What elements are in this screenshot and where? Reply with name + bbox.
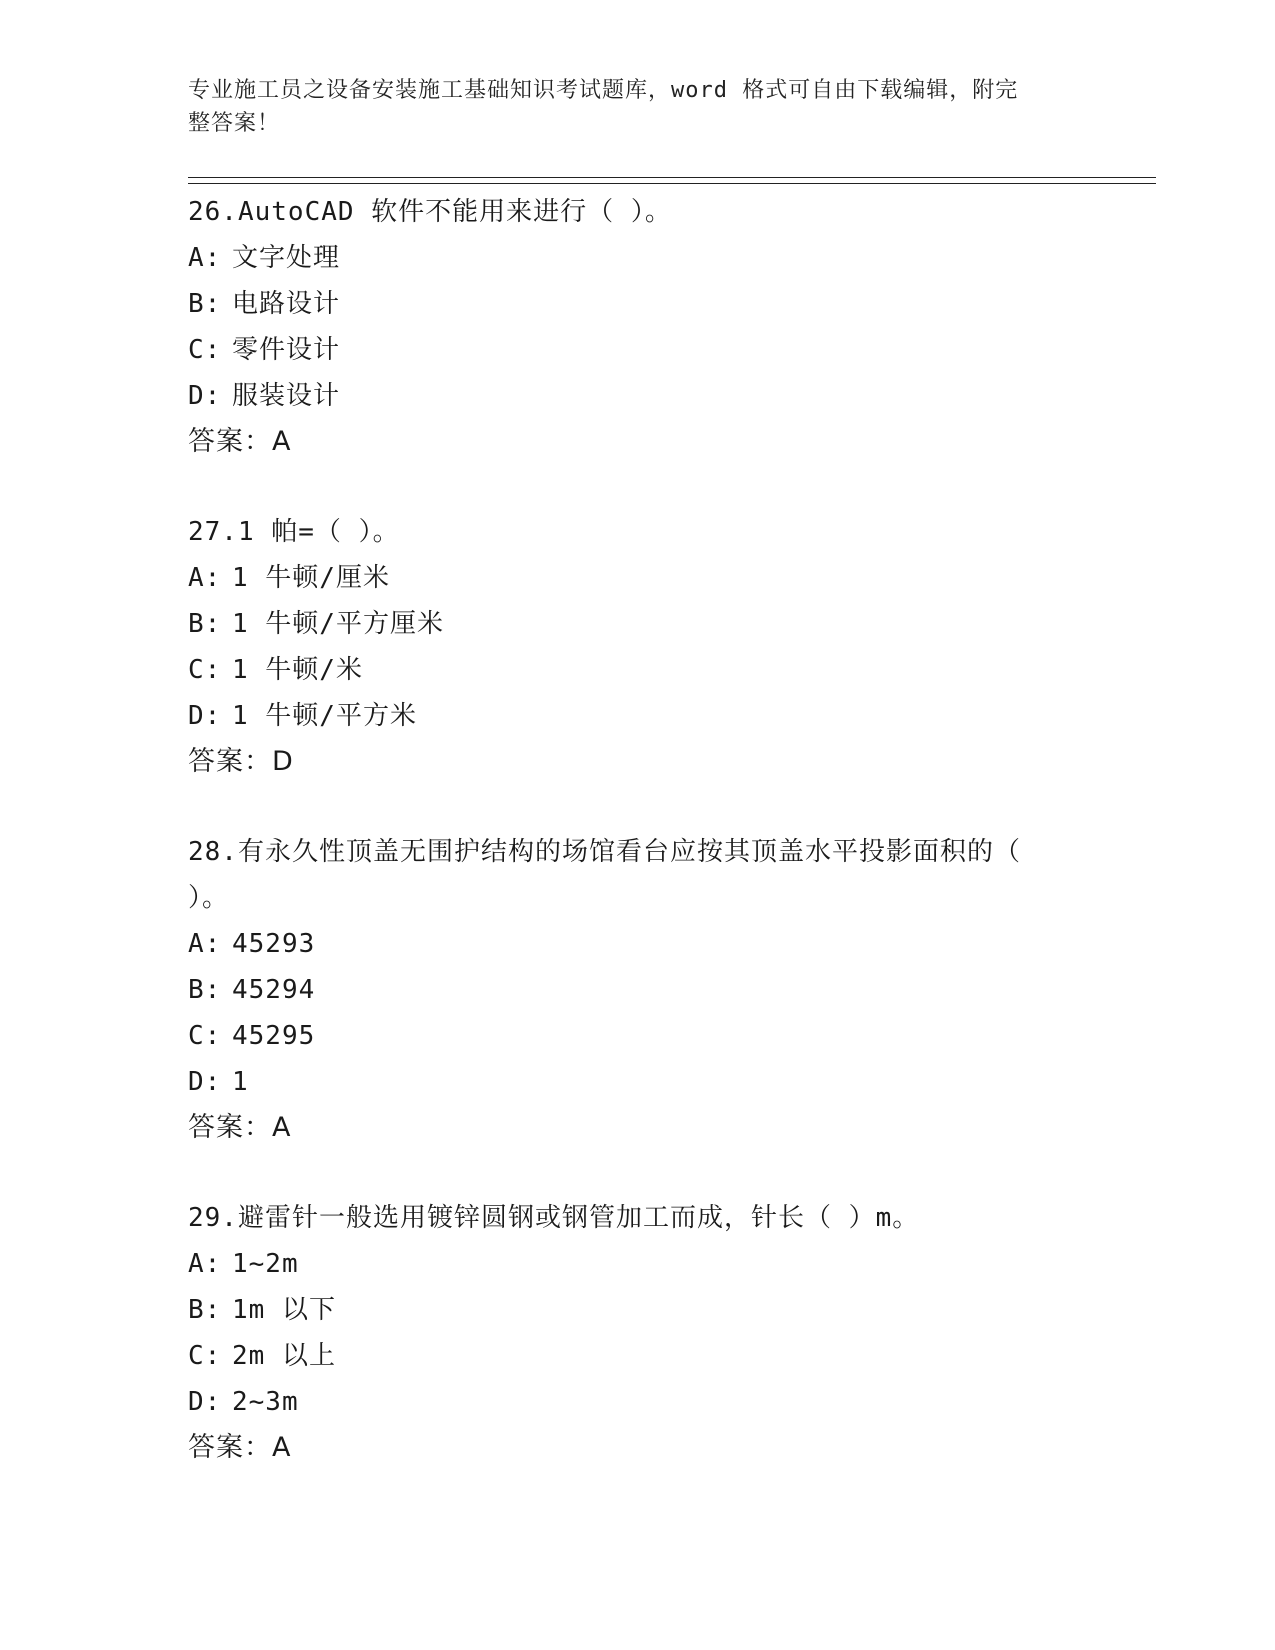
option-letter: A: <box>188 243 222 273</box>
option-text: 服装设计 <box>232 381 341 411</box>
header-divider-bottom <box>188 183 1156 184</box>
option-text: 45293 <box>232 929 316 959</box>
option-d <box>188 1059 1058 1105</box>
option-letter: C: <box>188 1021 222 1051</box>
option-d <box>188 373 1088 419</box>
answer-line: 答案：A <box>188 426 292 457</box>
header-divider-top <box>188 177 1156 178</box>
option-letter: A: <box>188 1249 222 1279</box>
question-stem: 26.AutoCAD 软件不能用来进行（ ）。 <box>188 197 672 227</box>
option-text: 2m 以上 <box>232 1341 336 1371</box>
option-text: 45295 <box>232 1021 316 1051</box>
option-letter: D: <box>188 701 222 731</box>
option-text: 文字处理 <box>232 243 341 273</box>
option-text: 电路设计 <box>232 289 341 319</box>
option-c <box>188 1333 1088 1379</box>
header-line-2: 整答案！ <box>188 111 281 136</box>
answer-line: 答案：D <box>188 746 294 777</box>
option-a <box>188 1241 1088 1287</box>
question-stem: 27.1 帕=（ ）。 <box>188 517 400 547</box>
header-line-1: 专业施工员之设备安装施工基础知识考试题库，word 格式可自由下载编辑，附完 <box>188 78 1019 103</box>
option-a <box>188 921 1058 967</box>
question-27 <box>188 509 1088 785</box>
option-d <box>188 693 1088 739</box>
option-a <box>188 235 1088 281</box>
question-29 <box>188 1195 1088 1471</box>
option-text: 1 <box>232 1067 249 1097</box>
option-letter: D: <box>188 1067 222 1097</box>
option-b <box>188 601 1088 647</box>
option-letter: B: <box>188 609 222 639</box>
option-letter: C: <box>188 655 222 685</box>
answer-line: 答案：A <box>188 1432 292 1463</box>
option-c <box>188 647 1088 693</box>
answer-line: 答案：A <box>188 1112 292 1143</box>
option-letter: B: <box>188 289 222 319</box>
option-letter: B: <box>188 1295 222 1325</box>
option-a <box>188 555 1088 601</box>
document-header <box>188 74 1068 140</box>
option-letter: A: <box>188 929 222 959</box>
option-text: 1 牛顿/米 <box>232 655 363 685</box>
question-stem: 28.有永久性顶盖无围护结构的场馆看台应按其顶盖水平投影面积的（ ）。 <box>188 837 1021 913</box>
option-letter: A: <box>188 563 222 593</box>
option-text: 1 牛顿/平方厘米 <box>232 609 444 639</box>
option-text: 1m 以下 <box>232 1295 336 1325</box>
option-b <box>188 967 1058 1013</box>
option-letter: C: <box>188 1341 222 1371</box>
option-c <box>188 327 1088 373</box>
option-letter: D: <box>188 381 222 411</box>
option-b <box>188 1287 1088 1333</box>
option-text: 1~2m <box>232 1249 299 1279</box>
option-letter: B: <box>188 975 222 1005</box>
option-text: 45294 <box>232 975 316 1005</box>
option-letter: C: <box>188 335 222 365</box>
option-text: 2~3m <box>232 1387 299 1417</box>
option-letter: D: <box>188 1387 222 1417</box>
option-text: 1 牛顿/平方米 <box>232 701 417 731</box>
question-28 <box>188 829 1058 1151</box>
option-text: 零件设计 <box>232 335 341 365</box>
question-stem: 29.避雷针一般选用镀锌圆钢或钢管加工而成，针长（ ）m。 <box>188 1203 920 1233</box>
option-c <box>188 1013 1058 1059</box>
option-b <box>188 281 1088 327</box>
option-d <box>188 1379 1088 1425</box>
option-text: 1 牛顿/厘米 <box>232 563 390 593</box>
question-26 <box>188 189 1088 465</box>
